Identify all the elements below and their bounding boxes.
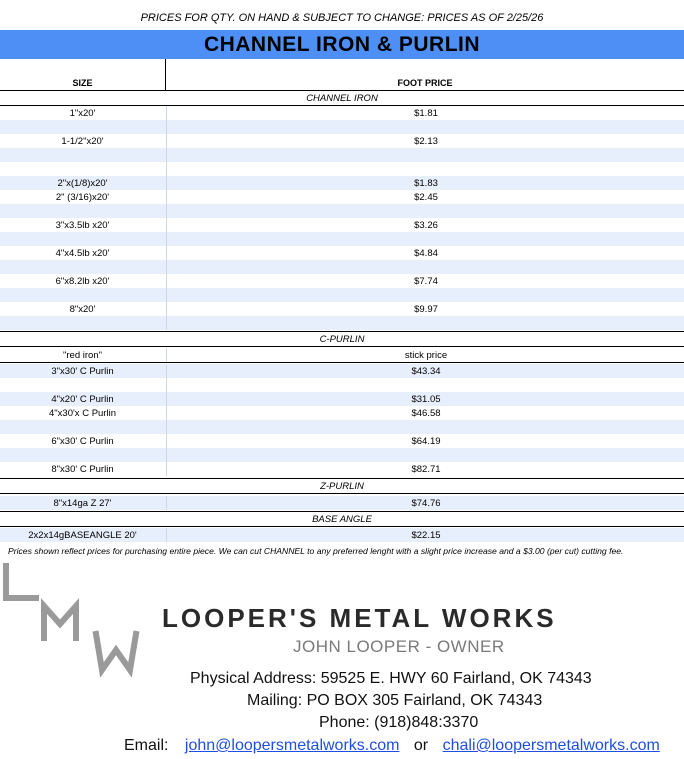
- section-label: BASE ANGLE: [312, 513, 372, 525]
- price-cell: $82.71: [166, 462, 684, 476]
- table-row: [0, 274, 684, 288]
- table-row: [0, 378, 684, 392]
- table-row: [0, 496, 684, 510]
- table-row: [0, 406, 684, 420]
- size-cell: 8"x20': [69, 303, 96, 315]
- size-cell: 2"x(1/8)x20': [57, 177, 108, 189]
- pricing-footnote: Prices shown reflect prices for purchasing entire piece. We can cut CHANNEL to any preferred lenght with a slight price increase and a $3.00 (per cut) cutting fee.: [8, 546, 624, 556]
- section-z-purlin: [0, 478, 684, 494]
- price-cell: $22.15: [166, 528, 684, 542]
- section-label: C-PURLIN: [319, 333, 365, 345]
- table-row: [0, 364, 684, 378]
- price-cell: stick price: [166, 348, 684, 362]
- page-title: CHANNEL IRON & PURLIN: [0, 30, 684, 59]
- price-notice: PRICES FOR QTY. ON HAND & SUBJECT TO CHANGE: PRICES AS OF 2/25/26: [140, 12, 544, 24]
- price-cell: $3.26: [166, 218, 684, 232]
- table-row: [0, 218, 684, 232]
- table-row: [0, 176, 684, 190]
- table-row: [0, 190, 684, 204]
- table-row: [0, 392, 684, 406]
- price-cell: $2.45: [166, 190, 684, 204]
- size-cell: 1"x20': [69, 107, 96, 119]
- table-row: [0, 462, 684, 476]
- price-cell: $7.74: [166, 274, 684, 288]
- physical-address: Physical Address: 59525 E. HWY 60 Fairland, OK 74343: [190, 670, 592, 687]
- size-cell: "red iron": [63, 349, 102, 361]
- size-cell: 4"x30'x C Purlin: [49, 407, 116, 419]
- price-cell: $2.13: [166, 134, 684, 148]
- price-cell: $31.05: [166, 392, 684, 406]
- size-cell: 4"x20' C Purlin: [51, 393, 114, 405]
- size-cell: 3"x30' C Purlin: [51, 365, 114, 377]
- table-row: [0, 232, 684, 246]
- table-row: [0, 448, 684, 462]
- size-cell: 3"x3.5lb x20': [55, 219, 110, 231]
- section-label: CHANNEL IRON: [306, 92, 378, 104]
- table-row: [0, 162, 684, 176]
- size-cell: 8"x30' C Purlin: [51, 463, 114, 475]
- table-row: [0, 204, 684, 218]
- lmw-logo-icon: [0, 560, 150, 680]
- email-line: [124, 737, 660, 755]
- email-label: Email:: [124, 737, 169, 754]
- table-row: [0, 134, 684, 148]
- email-or: or: [413, 737, 429, 754]
- size-cell: 8"x14ga Z 27': [53, 497, 112, 509]
- size-cell: 1-1/2"x20': [61, 135, 104, 147]
- email-link-chali[interactable]: chali@loopersmetalworks.com: [442, 737, 660, 754]
- table-row: [0, 420, 684, 434]
- size-column-header: SIZE: [72, 78, 93, 88]
- company-name: LOOPER'S METAL WORKS: [162, 603, 557, 633]
- size-cell: 6"x8.2lb x20': [55, 275, 110, 287]
- size-cell: 2x2x14gBASEANGLE 20': [28, 529, 137, 541]
- price-cell: $46.58: [166, 406, 684, 420]
- price-cell: $64.19: [166, 434, 684, 448]
- table-row: [0, 288, 684, 302]
- section-base-angle: [0, 511, 684, 527]
- price-cell: $1.81: [166, 106, 684, 120]
- size-cell: 2" (3/16)x20': [55, 191, 110, 203]
- size-cell: 6"x30' C Purlin: [51, 435, 114, 447]
- table-row: [0, 246, 684, 260]
- table-row: [0, 316, 684, 330]
- phone-number: Phone: (918)848:3370: [319, 714, 479, 731]
- section-label: Z-PURLIN: [320, 480, 364, 492]
- company-owner: JOHN LOOPER - OWNER: [293, 637, 505, 656]
- table-row: [0, 120, 684, 134]
- section-c-purlin: [0, 331, 684, 347]
- table-row: [0, 434, 684, 448]
- mailing-address: Mailing: PO BOX 305 Fairland, OK 74343: [247, 692, 543, 709]
- section-channel-iron: [0, 91, 684, 106]
- price-cell: $1.83: [166, 176, 684, 190]
- price-cell: $43.34: [166, 364, 684, 378]
- email-link-john[interactable]: john@loopersmetalworks.com: [184, 737, 400, 754]
- table-row: [0, 348, 684, 363]
- price-cell: $9.97: [166, 302, 684, 316]
- table-row: [0, 148, 684, 162]
- price-cell: $4.84: [166, 246, 684, 260]
- price-column-header: FOOT PRICE: [397, 78, 453, 88]
- table-row: [0, 106, 684, 120]
- company-logo: [0, 560, 150, 685]
- column-headers: [0, 59, 684, 91]
- table-row: [0, 528, 684, 542]
- table-row: [0, 302, 684, 316]
- price-cell: $74.76: [166, 496, 684, 510]
- table-row: [0, 260, 684, 274]
- size-cell: 4"x4.5lb x20': [55, 247, 110, 259]
